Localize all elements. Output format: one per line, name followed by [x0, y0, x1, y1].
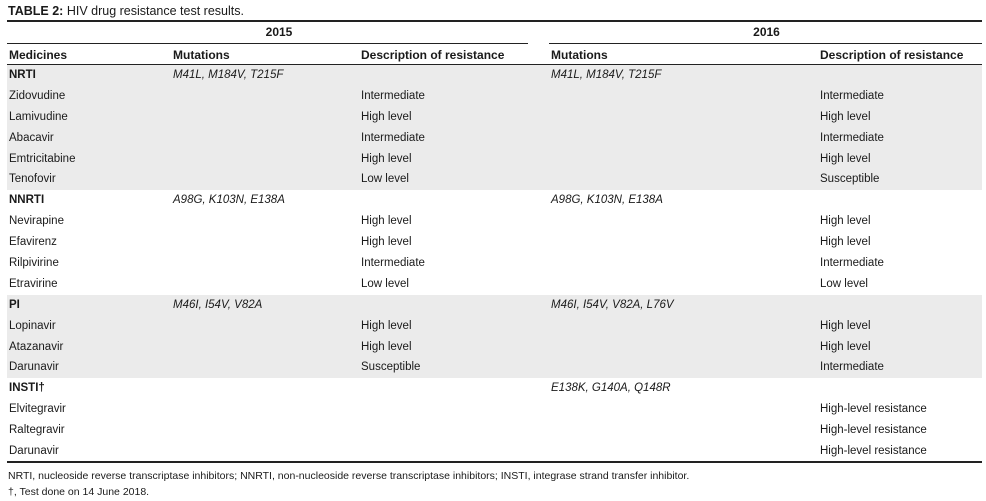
resistance-2015-cell: Low level	[361, 277, 409, 290]
table-row	[7, 316, 982, 337]
mutations-2016-cell: M41L, M184V, T215F	[551, 69, 662, 81]
table-group-row	[7, 65, 982, 86]
medicine-cell: Emtricitabine	[9, 152, 76, 165]
year-underline-2015	[7, 43, 528, 44]
header-mutations-2015: Mutations	[173, 48, 230, 62]
footnote-abbreviations: NRTI, nucleoside reverse transcriptase inhibitors; NNRTI, non-nucleoside reverse transcriptase inhibitors; INSTI, integrase strand transfer inhibitor.	[8, 470, 690, 482]
table-row	[7, 169, 982, 190]
header-mutations-2016: Mutations	[551, 48, 608, 62]
resistance-2015-cell: High level	[361, 319, 412, 332]
mutations-2015-cell: A98G, K103N, E138A	[173, 194, 285, 207]
medicine-cell: Raltegravir	[9, 424, 65, 437]
mutations-2015-cell: M41L, M184V, T215F	[173, 69, 284, 81]
table-group-row	[7, 378, 982, 399]
drug-class-cell: INSTI†	[9, 382, 45, 395]
table-caption-label: TABLE 2:	[8, 4, 64, 18]
header-resistance-2016: Description of resistance	[820, 48, 964, 62]
table-row	[7, 232, 982, 253]
resistance-2015-cell: High level	[361, 152, 412, 165]
resistance-2016-cell: High-level resistance	[820, 445, 927, 458]
drug-class-cell: NRTI	[9, 69, 36, 81]
table-row	[7, 86, 982, 107]
mutations-2016-cell: A98G, K103N, E138A	[551, 194, 663, 207]
resistance-2015-cell: High level	[361, 236, 412, 249]
resistance-2015-cell: Intermediate	[361, 257, 425, 270]
resistance-2016-cell: High-level resistance	[820, 403, 927, 416]
resistance-2015-cell: Intermediate	[361, 131, 425, 144]
resistance-2016-cell: Intermediate	[820, 361, 884, 374]
resistance-2015-cell: Low level	[361, 173, 409, 186]
mutations-2016-cell: M46I, I54V, V82A, L76V	[551, 298, 674, 311]
resistance-2016-cell: Susceptible	[820, 173, 880, 186]
resistance-2016-cell: Intermediate	[820, 257, 884, 270]
medicine-cell: Efavirenz	[9, 236, 57, 249]
table-bottom-rule	[7, 461, 982, 463]
resistance-2016-cell: High level	[820, 152, 871, 165]
medicine-cell: Tenofovir	[9, 173, 56, 186]
drug-class-cell: PI	[9, 298, 20, 311]
medicine-cell: Zidovudine	[9, 89, 66, 102]
table-group-row	[7, 190, 982, 211]
drug-class-cell: NNRTI	[9, 194, 45, 207]
medicine-cell: Etravirine	[9, 277, 58, 290]
year-underline-2016	[549, 43, 982, 44]
resistance-2016-cell: High level	[820, 340, 871, 353]
table-group-row	[7, 295, 982, 316]
table-row	[7, 441, 982, 462]
medicine-cell: Lopinavir	[9, 319, 56, 332]
resistance-2016-cell: Intermediate	[820, 89, 884, 102]
resistance-2016-cell: High level	[820, 236, 871, 249]
medicine-cell: Lamivudine	[9, 110, 68, 123]
resistance-2016-cell: Intermediate	[820, 131, 884, 144]
resistance-2016-cell: High-level resistance	[820, 424, 927, 437]
table-row	[7, 274, 982, 295]
medicine-cell: Rilpivirine	[9, 257, 59, 270]
medicine-cell: Darunavir	[9, 445, 59, 458]
table-row	[7, 211, 982, 232]
medicine-cell: Nevirapine	[9, 215, 64, 228]
medicine-cell: Darunavir	[9, 361, 59, 374]
resistance-2016-cell: High level	[820, 110, 871, 123]
footnote-dagger: †, Test done on 14 June 2018.	[8, 486, 150, 498]
resistance-2016-cell: High level	[820, 319, 871, 332]
table-caption-text: HIV drug resistance test results.	[66, 4, 244, 18]
mutations-2015-cell: M46I, I54V, V82A	[173, 298, 263, 311]
table-row	[7, 337, 982, 358]
header-resistance-2015: Description of resistance	[361, 48, 505, 62]
table-top-rule	[7, 20, 982, 22]
table-caption	[8, 4, 244, 18]
resistance-2015-cell: High level	[361, 340, 412, 353]
table-row	[7, 399, 982, 420]
mutations-2016-cell: E138K, G140A, Q148R	[551, 382, 671, 395]
table-row	[7, 253, 982, 274]
medicine-cell: Elvitegravir	[9, 403, 66, 416]
table-row	[7, 107, 982, 128]
table-row	[7, 357, 982, 378]
medicine-cell: Atazanavir	[9, 340, 64, 353]
table-row	[7, 149, 982, 170]
table-row	[7, 420, 982, 441]
resistance-2015-cell: High level	[361, 110, 412, 123]
year-header-2015: 2015	[265, 25, 293, 39]
resistance-2016-cell: High level	[820, 215, 871, 228]
table-row	[7, 128, 982, 149]
resistance-2016-cell: Low level	[820, 277, 868, 290]
resistance-2015-cell: Susceptible	[361, 361, 421, 374]
header-medicines: Medicines	[9, 48, 68, 62]
medicine-cell: Abacavir	[9, 131, 54, 144]
table-body	[7, 65, 982, 462]
resistance-2015-cell: Intermediate	[361, 89, 425, 102]
year-header-2016: 2016	[753, 25, 780, 39]
resistance-2015-cell: High level	[361, 215, 412, 228]
